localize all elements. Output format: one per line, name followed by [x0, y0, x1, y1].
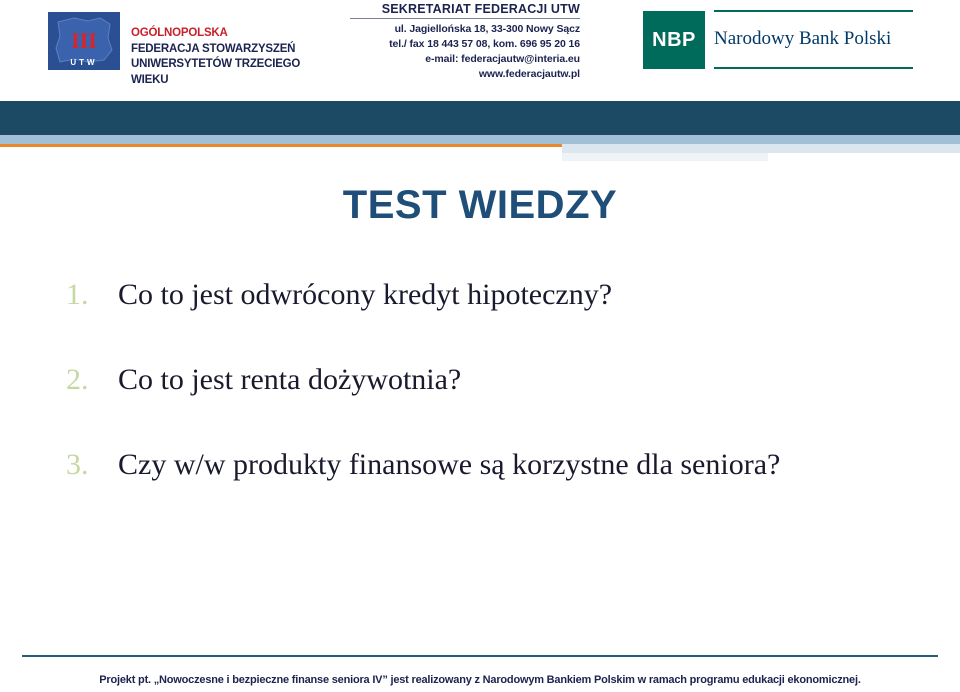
secretariat-address: ul. Jagiellońska 18, 33-300 Nowy Sącz — [394, 23, 580, 35]
nbp-name: Narodowy Bank Polski — [714, 28, 892, 49]
page-header — [0, 0, 960, 100]
secretariat-divider — [350, 18, 580, 19]
secretariat-title: SEKRETARIAT FEDERACJI UTW — [381, 2, 580, 16]
list-item — [66, 275, 612, 315]
question-number: 3. — [66, 448, 89, 481]
list-item — [66, 445, 780, 485]
question-text: Co to jest odwrócony kredyt hipoteczny? — [118, 278, 613, 311]
list-item — [66, 360, 461, 400]
nbp-logo-icon: NBP — [643, 11, 705, 69]
secretariat-phone: tel./ fax 18 443 57 08, kom. 696 95 20 16 — [389, 38, 580, 50]
utw-logo-icon — [48, 12, 120, 70]
page-title: TEST WIEDZY — [342, 183, 618, 227]
utw-logo-mark: III — [71, 28, 97, 53]
secretariat-contact — [340, 2, 580, 82]
secretariat-website: www.federacjautw.pl — [478, 68, 580, 80]
organization-name-line2: FEDERACJA STOWARZYSZEŃ — [131, 42, 296, 55]
question-number: 2. — [66, 363, 89, 396]
banner-fade-band — [562, 153, 768, 161]
banner-dark-band — [0, 101, 960, 135]
utw-logo-subtext: UTW — [70, 58, 98, 67]
question-text: Czy w/w produkty finansowe są korzystne dla seniora? — [118, 448, 781, 481]
question-number: 1. — [66, 278, 89, 311]
footer-divider — [22, 655, 938, 657]
utw-logo-graphic — [48, 12, 120, 70]
organization-name-line1: OGÓLNOPOLSKA — [131, 27, 228, 39]
footer-text: Projekt pt. „Nowoczesne i bezpieczne finanse seniora IV” jest realizowany z Narodowym Bankiem Polskim w ramach programu edukacji ekonomicznej. — [99, 674, 861, 686]
banner-light-band — [562, 144, 960, 153]
banner-accent-line — [0, 144, 562, 147]
banner-mid-band — [0, 135, 960, 144]
organization-name — [131, 26, 331, 88]
question-text: Co to jest renta dożywotnia? — [118, 363, 462, 396]
organization-name-line3: UNIWERSYTETÓW TRZECIEGO WIEKU — [131, 58, 301, 86]
nbp-rule-bottom — [714, 67, 913, 69]
nbp-rule-top — [714, 10, 913, 12]
secretariat-email: e-mail: federacjautw@interia.eu — [425, 53, 580, 65]
